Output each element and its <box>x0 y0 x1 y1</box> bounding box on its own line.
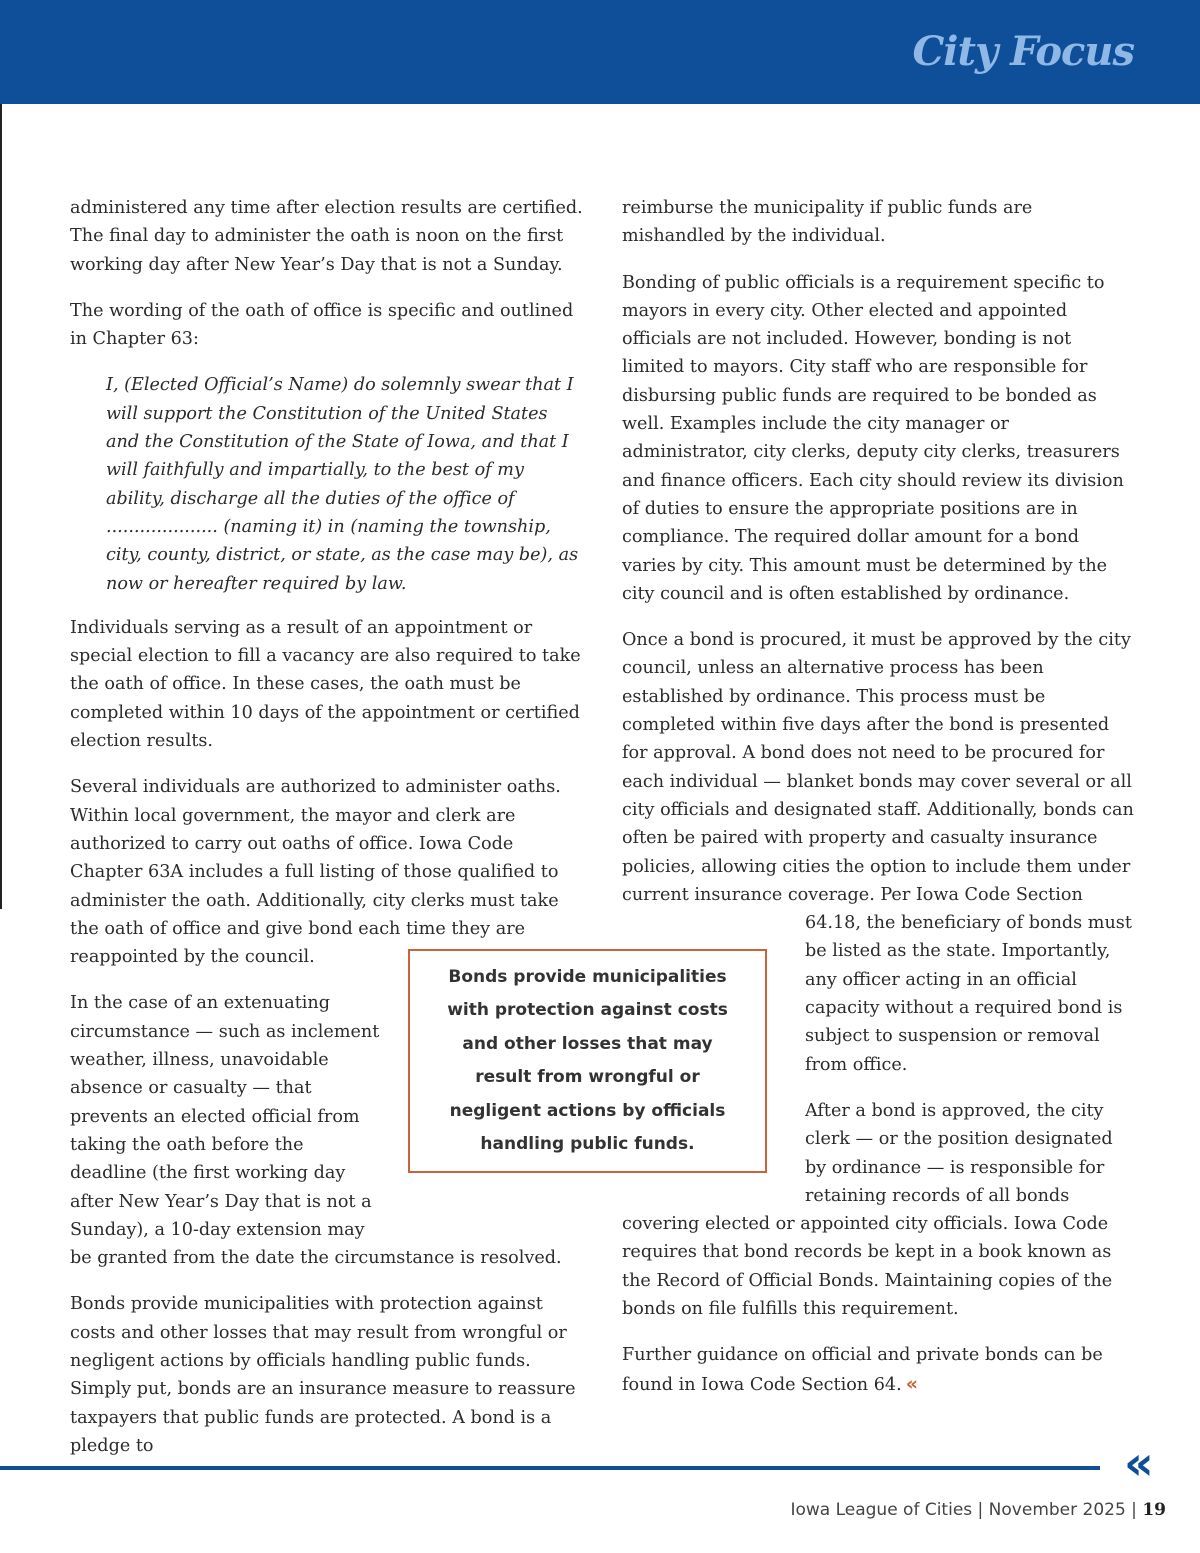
paragraph: In the case of an extenuating circumstance — such as inclement weather, illness, unavoidable absence or casualty — that prevents an elected official from taking the oath before the deadline (the first working day after New Year’s Day that is not a Sunday), a 10-day extension may be granted from the date the circumstance is resolved. <box>70 993 562 1269</box>
paragraph: administered any time after election results are certified. The final day to administer the oath is noon on the first working day after New Year’s Day that is not a Sunday. <box>70 198 583 275</box>
oath-quote: I, (Elected Official’s Name) do solemnly swear that I will support the Constitution of the United States and the Constitution of the State of Iowa, and that I will faithfully and impartially, to the best of my ability, discharge all the duties of the office of .................... (naming it) in (naming the township, city, county, district, or state, as the case may be), as now or hereafter required by law. <box>106 375 579 594</box>
paragraph: reimburse the municipality if public funds are mishandled by the individual. <box>622 198 1033 247</box>
page-edge-line <box>0 104 2 909</box>
paragraph-text: After a bond is approved, the city clerk — or the position designated by ordinance — is responsible for retaining records of all bonds covering elected or appointed city officials. Iowa Code requires that bond records be kept in a book known as the Record of Official Bonds. Maintaining copies of the bonds on file fulfills this requirement. <box>622 1100 1113 1319</box>
pull-quote-text: Bonds provide municipalities with protection against costs and other losses that may result from wrongful or negligent actions by officials handling public funds. <box>447 966 728 1154</box>
paragraph: Several individuals are authorized to administer oaths. Within local government, the mayor and clerk are authorized to carry out oaths of office. Iowa Code Chapter 63A includes a full listing of those qualified to administer the oath. Additionally, city clerks must take the oath of office and give bond each time they are reappointed by the council. <box>70 777 561 968</box>
paragraph-text: Further guidance on official and private bonds can be found in Iowa Code Section 64. <box>622 1345 1103 1395</box>
paragraph-text: Once a bond is procured, it must be approved by the city council, unless an alternative process has been established by ordinance. This process must be completed within five days after the bond is presented for approval. A bond does not need to be procured for each individual — blanket bonds may cover several or all city officials and designated staff. Additionally, bonds can often be paired with property and casualty insurance policies, allowing cities the option to include them under current insurance coverage. Per Iowa Code Section 64.18, the beneficiary of bonds must be listed as the state. Importantly, any officer acting in an official capacity without a required bond is subject to suspension or removal from office. <box>622 630 1134 1075</box>
header-band <box>0 0 1200 104</box>
paragraph: Bonds provide municipalities with protection against costs and other losses that may result from wrongful or negligent actions by officials handling public funds. Simply put, bonds are an insurance measure to reassure taxpayers that public funds are protected. A bond is a pledge to <box>70 1294 576 1456</box>
page-number: 19 <box>1142 1500 1166 1520</box>
double-chevron-icon: « <box>1124 1436 1144 1490</box>
publication-info: Iowa League of Cities | November 2025 | <box>790 1500 1143 1520</box>
magazine-section-logo: City Focus <box>912 28 1134 75</box>
end-of-article-icon: « <box>905 1372 915 1395</box>
paragraph: Bonding of public officials is a requirement specific to mayors in every city. Other elected and appointed officials are not included. However, bonding is not limited to mayors. City staff who are responsible for disbursing public funds are required to be bonded as well. Examples include the city manager or administrator, city clerks, deputy city clerks, treasurers and finance officers. Each city should review its division of duties to ensure the appropriate positions are in compliance. The required dollar amount for a bond varies by city. This amount must be determined by the city council and is often established by ordinance. <box>622 272 1124 604</box>
page-footer <box>790 1500 1166 1520</box>
paragraph <box>622 1341 1134 1399</box>
paragraph: The wording of the oath of office is specific and outlined in Chapter 63: <box>70 300 574 350</box>
footer-rule <box>0 1466 1100 1470</box>
left-column <box>70 194 585 1478</box>
right-column <box>622 194 1134 1417</box>
pull-quote-box <box>408 949 767 1173</box>
paragraph: Individuals serving as a result of an appointment or special election to fill a vacancy are also required to take the oath of office. In these cases, the oath must be completed within 10 days of the appointment or certified election results. <box>70 617 581 752</box>
